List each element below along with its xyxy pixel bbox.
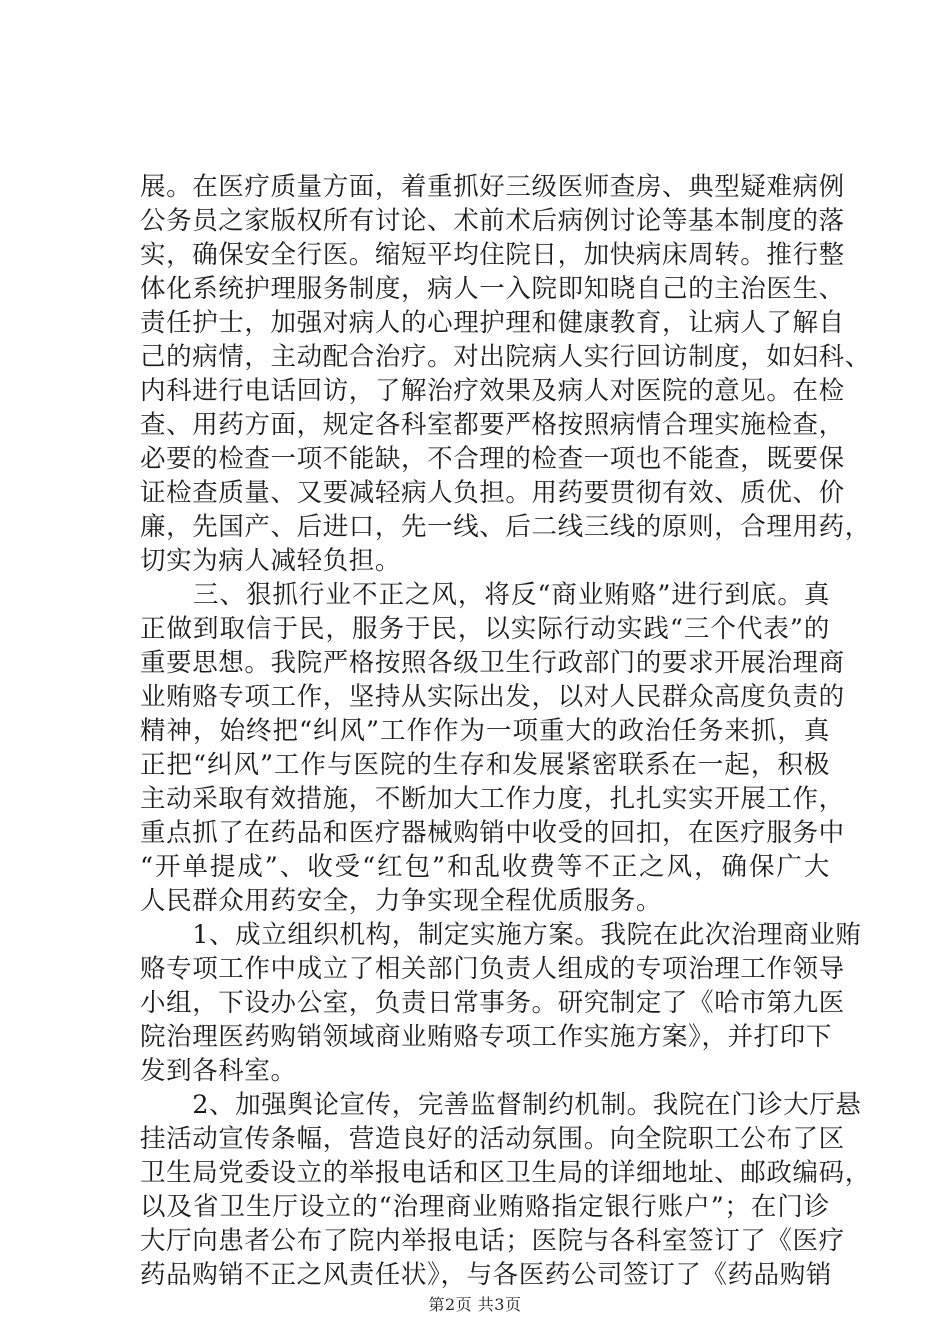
text-line: 精神，始终把“纠风”工作作为一项重大的政治任务来抓，真 <box>140 716 830 746</box>
text-line: 重点抓了在药品和医疗器械购销中收受的回扣，在医疗服务中 <box>140 818 845 848</box>
text-line: 主动采取有效措施，不断加大工作力度，扎扎实实开展工作， <box>140 784 845 814</box>
text-line: “开单提成”、收受“红包”和乱收费等不正之风，确保广大 <box>140 852 830 882</box>
page-number-footer: 第2页 共3页 <box>428 1295 522 1314</box>
text-line: 切实为病人减轻负担。 <box>140 546 402 576</box>
text-line: 廉，先国产、后进口，先一线、后二线三线的原则，合理用药， <box>140 512 871 542</box>
text-line: 查、用药方面，规定各科室都要严格按照病情合理实施检查， <box>140 410 845 440</box>
text-line: 赂专项工作中成立了相关部门负责人组成的专项治理工作领导 <box>140 954 845 984</box>
text-line: 重要思想。我院严格按照各级卫生行政部门的要求开展治理商 <box>140 648 845 678</box>
text-line: 必要的检查一项不能缺，不合理的检查一项也不能查，既要保 <box>140 444 845 474</box>
text-line: 大厅向患者公布了院内举报电话；医院与各科室签订了《医疗 <box>140 1226 845 1256</box>
text-line: 责任护士，加强对病人的心理护理和健康教育，让病人了解自 <box>140 308 845 338</box>
text-line: 院治理医药购销领域商业贿赂专项工作实施方案》，并打印下 <box>140 1022 832 1052</box>
text-line: 1、成立组织机构，制定实施方案。我院在此次治理商业贿 <box>140 920 862 950</box>
text-line: 展。在医疗质量方面，着重抓好三级医师查房、典型疑难病例 <box>140 172 845 202</box>
text-line: 己的病情，主动配合治疗。对出院病人实行回访制度，如妇科、 <box>140 342 871 372</box>
text-line: 业贿赂专项工作，坚持从实际出发，以对人民群众高度负责的 <box>140 682 845 712</box>
text-line: 小组，下设办公室，负责日常事务。研究制定了《哈市第九医 <box>140 988 845 1018</box>
text-line: 药品购销不正之风责任状》，与各医药公司签订了《药品购销 <box>140 1260 832 1290</box>
text-line: 实，确保安全行医。缩短平均住院日，加快病床周转。推行整 <box>140 240 845 270</box>
text-line: 人民群众用药安全，力争实现全程优质服务。 <box>140 886 663 916</box>
text-line: 三、狠抓行业不正之风，将反“商业贿赂”进行到底。真 <box>140 580 830 610</box>
text-line: 体化系统护理服务制度，病人一入院即知晓自己的主治医生、 <box>140 274 845 304</box>
text-line: 发到各科室。 <box>140 1056 297 1086</box>
body-text <box>140 170 871 1292</box>
text-line: 卫生局党委设立的举报电话和区卫生局的详细地址、邮政编码， <box>140 1158 871 1188</box>
text-line: 2、加强舆论宣传，完善监督制约机制。我院在门诊大厅悬 <box>140 1090 862 1120</box>
text-line: 内科进行电话回访，了解治疗效果及病人对医院的意见。在检 <box>140 376 845 406</box>
text-line: 正把“纠风”工作与医院的生存和发展紧密联系在一起，积极 <box>140 750 830 780</box>
text-line: 证检查质量、又要减轻病人负担。用药要贯彻有效、质优、价 <box>140 478 845 508</box>
text-line: 挂活动宣传条幅，营造良好的活动氛围。向全院职工公布了区 <box>140 1124 845 1154</box>
text-line: 正做到取信于民，服务于民，以实际行动实践“三个代表”的 <box>140 614 830 644</box>
text-line: 以及省卫生厅设立的“治理商业贿赂指定银行账户”；在门诊 <box>140 1192 830 1222</box>
text-line: 公务员之家版权所有讨论、术前术后病例讨论等基本制度的落 <box>140 206 845 236</box>
